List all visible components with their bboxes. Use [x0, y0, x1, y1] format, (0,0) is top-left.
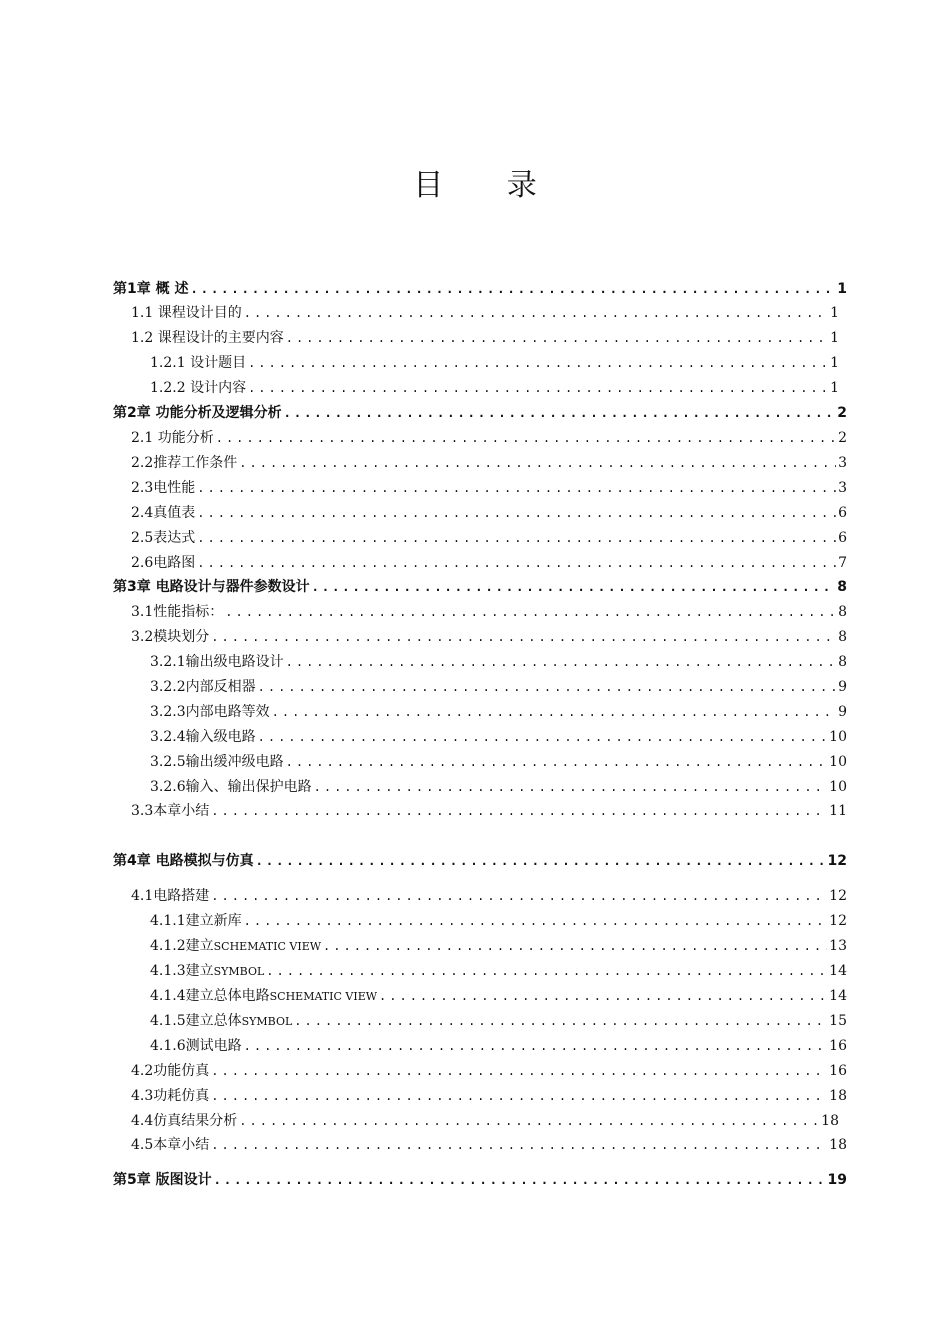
leader-dots [314, 776, 828, 798]
toc-entry[interactable] [113, 850, 847, 872]
leader-dots [258, 676, 836, 698]
toc-label: 3.2模块划分 [131, 629, 210, 645]
toc-label-suffix: SYMBOL [241, 1015, 293, 1028]
toc-entry[interactable] [131, 1085, 847, 1107]
toc-entry[interactable] [150, 377, 839, 399]
toc-page-number: 8 [837, 579, 847, 595]
toc-label: 3.1性能指标： [131, 604, 224, 620]
toc-entry[interactable] [113, 402, 847, 424]
toc-page-number: 14 [829, 988, 847, 1004]
toc-page-number: 16 [829, 1063, 847, 1079]
toc-page-number: 18 [829, 1137, 847, 1153]
toc-page-number: 9 [838, 704, 847, 720]
leader-dots [197, 502, 836, 524]
toc-page-number: 8 [838, 654, 847, 670]
toc-page-number: 18 [829, 1088, 847, 1104]
leader-dots [244, 1035, 828, 1057]
toc-entry[interactable] [113, 576, 847, 598]
toc-label-suffix: SYMBOL [213, 965, 265, 978]
toc-label: 3.3本章小结 [131, 803, 210, 819]
toc-entry[interactable] [131, 885, 847, 907]
toc-entry[interactable] [131, 601, 847, 623]
toc-entry[interactable] [131, 1060, 847, 1082]
leader-dots [312, 576, 836, 598]
toc-entry[interactable] [150, 726, 847, 748]
toc-entry[interactable] [150, 352, 839, 374]
toc-label: 2.6电路图 [131, 555, 196, 571]
toc-label: 1.2.1 设计题目 [150, 355, 247, 371]
leader-dots [197, 552, 836, 574]
toc-label: 2.1 功能分析 [131, 430, 214, 446]
toc-page-number: 12 [827, 853, 847, 869]
toc-page-number: 8 [838, 629, 847, 645]
toc-entry[interactable] [131, 327, 839, 349]
toc-page-number: 11 [829, 803, 847, 819]
toc-label-suffix: SCHEMATIC VIEW [269, 990, 378, 1003]
toc-page-number: 8 [838, 604, 847, 620]
leader-dots [272, 701, 836, 723]
toc-entry[interactable] [131, 527, 847, 549]
toc-entry[interactable] [150, 1010, 847, 1032]
toc-entry[interactable] [131, 477, 847, 499]
toc-page-number: 9 [838, 679, 847, 695]
toc-page-number: 14 [829, 963, 847, 979]
toc-entry[interactable] [131, 427, 847, 449]
toc-page-number: 1 [830, 380, 839, 396]
toc-entry[interactable] [150, 701, 847, 723]
toc-entry[interactable] [131, 452, 847, 474]
leader-dots [216, 427, 836, 449]
toc-label: 2.3电性能 [131, 480, 196, 496]
toc-entry[interactable] [131, 1134, 847, 1156]
leader-dots [214, 1169, 826, 1191]
leader-dots [191, 278, 836, 300]
leader-dots [244, 910, 828, 932]
leader-dots [248, 377, 828, 399]
toc-page-number: 10 [829, 754, 847, 770]
leader-dots [211, 885, 827, 907]
toc-page-number: 7 [838, 555, 847, 571]
toc-entry[interactable] [131, 626, 847, 648]
toc-page-number: 6 [838, 530, 847, 546]
leader-dots [379, 985, 827, 1007]
toc-label: 3.2.5输出缓冲级电路 [150, 754, 284, 770]
toc-page-number: 2 [837, 405, 847, 421]
toc-entry[interactable] [131, 302, 839, 324]
leader-dots [211, 1134, 827, 1156]
toc-label: 3.2.6输入、输出保护电路 [150, 779, 312, 795]
toc-label: 4.1.2建立SCHEMATIC VIEW [150, 938, 322, 954]
leader-dots [211, 1085, 827, 1107]
toc-label: 第4章 电路模拟与仿真 [113, 853, 254, 869]
toc-entry[interactable] [131, 800, 847, 822]
toc-label: 4.3功耗仿真 [131, 1088, 210, 1104]
toc-label: 4.5本章小结 [131, 1137, 210, 1153]
toc-page-number: 16 [829, 1038, 847, 1054]
toc-label: 4.1.3建立SYMBOL [150, 963, 265, 979]
toc-label: 2.2推荐工作条件 [131, 455, 238, 471]
toc-page-number: 10 [829, 729, 847, 745]
toc-entry[interactable] [150, 776, 847, 798]
toc-page-number: 6 [838, 505, 847, 521]
toc-label: 1.2 课程设计的主要内容 [131, 330, 284, 346]
toc-page-number: 1 [830, 305, 839, 321]
toc-entry[interactable] [131, 502, 847, 524]
toc-entry[interactable] [150, 651, 847, 673]
leader-dots [323, 935, 827, 957]
toc-label: 第3章 电路设计与器件参数设计 [113, 579, 310, 595]
toc-page-number: 15 [829, 1013, 847, 1029]
toc-entry[interactable] [150, 751, 847, 773]
toc-entry[interactable] [150, 960, 847, 982]
leader-dots [284, 402, 836, 424]
toc-label: 1.2.2 设计内容 [150, 380, 247, 396]
toc-label: 4.4仿真结果分析 [131, 1113, 238, 1129]
toc-entry[interactable] [150, 985, 847, 1007]
toc-entry[interactable] [150, 910, 847, 932]
toc-label: 4.1.4建立总体电路SCHEMATIC VIEW [150, 988, 378, 1004]
toc-entry[interactable] [131, 1110, 839, 1132]
toc-label: 1.1 课程设计目的 [131, 305, 242, 321]
leader-dots [211, 800, 827, 822]
leader-dots [286, 327, 828, 349]
toc-page-number: 18 [821, 1113, 839, 1129]
toc-label: 4.1.5建立总体SYMBOL [150, 1013, 293, 1029]
toc-page-number: 13 [829, 938, 847, 954]
toc-page-number: 12 [829, 888, 847, 904]
toc-label: 2.5表达式 [131, 530, 196, 546]
leader-dots [239, 1110, 819, 1132]
toc-label: 4.2功能仿真 [131, 1063, 210, 1079]
toc-page-number: 19 [827, 1172, 847, 1188]
leader-dots [286, 651, 836, 673]
leader-dots [197, 527, 836, 549]
toc-label: 4.1电路搭建 [131, 888, 210, 904]
toc-page-number: 3 [838, 480, 847, 496]
leader-dots [197, 477, 836, 499]
toc-entry[interactable] [150, 1035, 847, 1057]
toc-label: 4.1.1建立新库 [150, 913, 242, 929]
leader-dots [286, 751, 828, 773]
toc-label: 3.2.1输出级电路设计 [150, 654, 284, 670]
toc-label: 3.2.4输入级电路 [150, 729, 256, 745]
toc-entry[interactable] [150, 935, 847, 957]
toc-page-number: 1 [830, 355, 839, 371]
toc-label: 第2章 功能分析及逻辑分析 [113, 405, 282, 421]
leader-dots [225, 601, 836, 623]
toc-page-number: 10 [829, 779, 847, 795]
leader-dots [294, 1010, 827, 1032]
toc-label-suffix: SCHEMATIC VIEW [213, 940, 322, 953]
leader-dots [256, 850, 826, 872]
toc-entry[interactable] [113, 1169, 847, 1191]
toc-page-number: 12 [829, 913, 847, 929]
leader-dots [244, 302, 828, 324]
toc-page-number: 1 [837, 281, 847, 297]
toc-label: 第5章 版图设计 [113, 1172, 212, 1188]
page-title: 目 录 [413, 168, 564, 203]
leader-dots [239, 452, 836, 474]
toc-page-number: 3 [838, 455, 847, 471]
toc-entry[interactable] [131, 552, 847, 574]
leader-dots [258, 726, 828, 748]
toc-label: 3.2.3内部电路等效 [150, 704, 270, 720]
toc-page-number: 1 [830, 330, 839, 346]
toc-entry[interactable] [113, 278, 847, 300]
toc-label: 4.1.6测试电路 [150, 1038, 242, 1054]
toc-label: 2.4真值表 [131, 505, 196, 521]
toc-label: 第1章 概 述 [113, 281, 189, 297]
leader-dots [211, 1060, 827, 1082]
leader-dots [248, 352, 828, 374]
toc-label: 3.2.2内部反相器 [150, 679, 256, 695]
leader-dots [211, 626, 836, 648]
toc-entry[interactable] [150, 676, 847, 698]
leader-dots [266, 960, 827, 982]
toc-page-number: 2 [838, 430, 847, 446]
